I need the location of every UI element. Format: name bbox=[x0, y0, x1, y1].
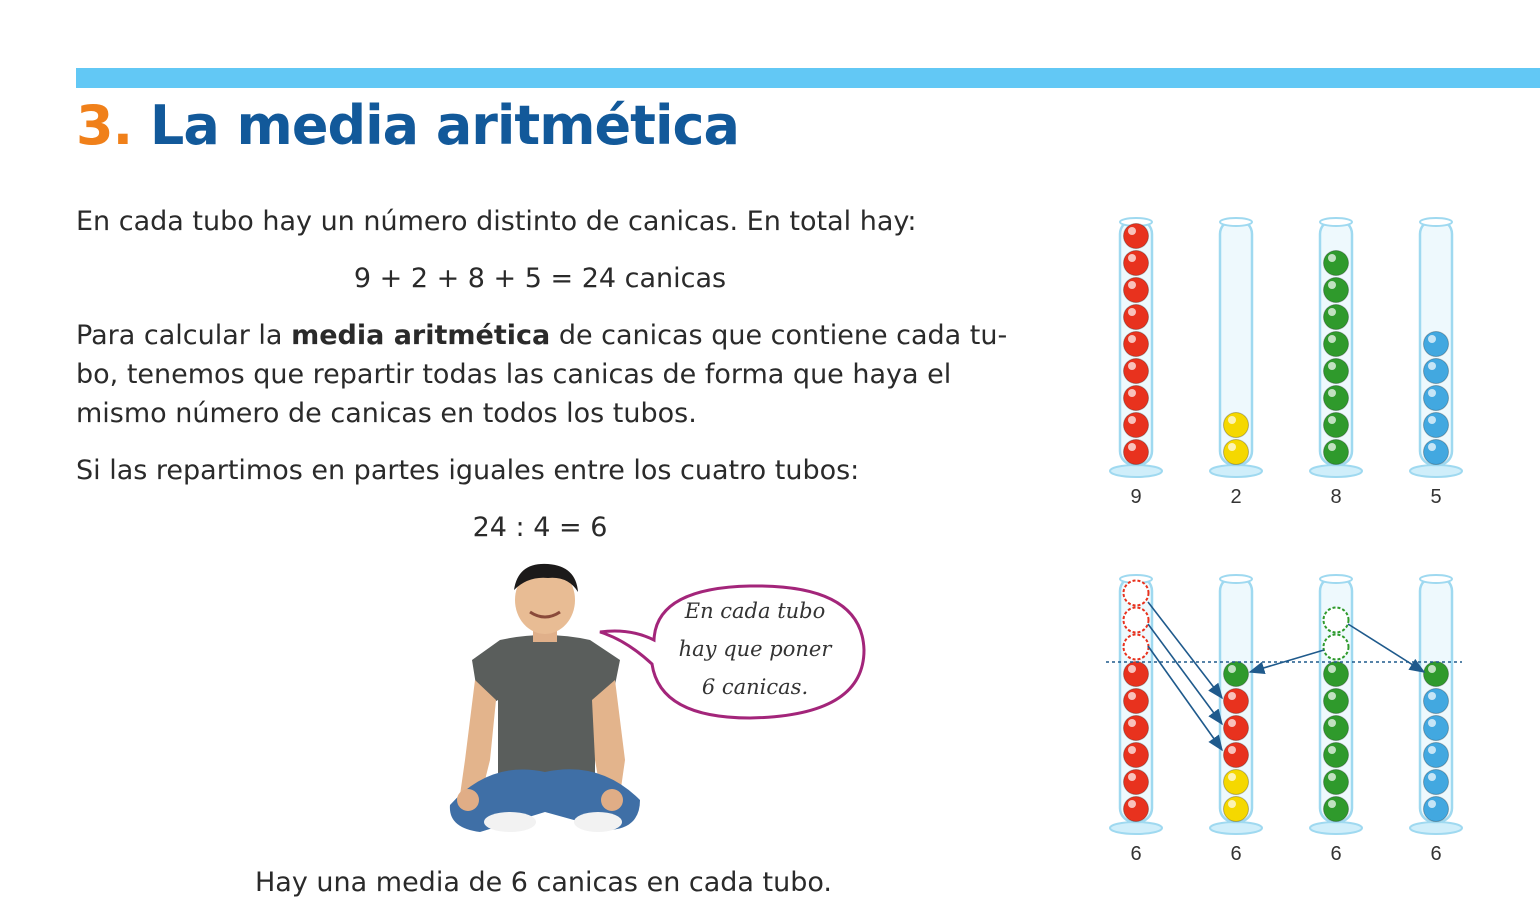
marble-highlight bbox=[1428, 719, 1436, 727]
tube-after-3 bbox=[1310, 575, 1362, 834]
red-marble bbox=[1124, 662, 1149, 687]
tubes-after bbox=[1110, 575, 1462, 865]
blue-marble bbox=[1424, 440, 1449, 465]
paragraph-line-1 bbox=[76, 316, 1007, 355]
marble-highlight bbox=[1428, 746, 1436, 754]
marble-highlight bbox=[1228, 773, 1236, 781]
marble-highlight bbox=[1128, 308, 1136, 316]
marble-highlight bbox=[1428, 443, 1436, 451]
marble-highlight bbox=[1428, 665, 1436, 673]
yellow-marble bbox=[1224, 440, 1249, 465]
marble-highlight bbox=[1328, 746, 1336, 754]
marble-highlight bbox=[1328, 443, 1336, 451]
removed-marble bbox=[1124, 608, 1149, 633]
marble-highlight bbox=[1228, 416, 1236, 424]
top-accent-bar bbox=[76, 68, 1540, 88]
yellow-marble bbox=[1224, 413, 1249, 438]
marble-highlight bbox=[1428, 773, 1436, 781]
paragraph-line-3: mismo número de canicas en todos los tubos. bbox=[76, 398, 697, 429]
tube-after-4 bbox=[1410, 575, 1462, 834]
marble-highlight bbox=[1128, 335, 1136, 343]
marble-highlight bbox=[1128, 227, 1136, 235]
intro-text: En cada tubo hay un número distinto de canicas. En total hay: bbox=[76, 206, 917, 237]
green-marble bbox=[1324, 716, 1349, 741]
marble-highlight bbox=[1428, 362, 1436, 370]
tube-count-label: 9 bbox=[1130, 486, 1142, 508]
red-marble bbox=[1124, 770, 1149, 795]
red-marble bbox=[1124, 440, 1149, 465]
blue-marble bbox=[1424, 797, 1449, 822]
marble-highlight bbox=[1228, 692, 1236, 700]
green-marble bbox=[1324, 359, 1349, 384]
marble-highlight bbox=[1128, 692, 1136, 700]
marble-highlight bbox=[1228, 719, 1236, 727]
marble-highlight bbox=[1128, 443, 1136, 451]
red-marble bbox=[1124, 413, 1149, 438]
marble-highlight bbox=[1428, 389, 1436, 397]
removed-marble bbox=[1324, 608, 1349, 633]
tube-before-4 bbox=[1410, 218, 1462, 477]
marble-highlight bbox=[1328, 416, 1336, 424]
marble-highlight bbox=[1128, 665, 1136, 673]
blue-marble bbox=[1424, 332, 1449, 357]
term-media-aritmetica: media aritmética bbox=[291, 320, 551, 351]
paragraph-line-1-pre: Para calcular la bbox=[76, 320, 292, 351]
marble-highlight bbox=[1328, 389, 1336, 397]
marble-highlight bbox=[1328, 254, 1336, 262]
marble-highlight bbox=[1128, 362, 1136, 370]
marble-highlight bbox=[1428, 416, 1436, 424]
tube-count-label: 6 bbox=[1430, 843, 1442, 865]
marble-highlight bbox=[1428, 335, 1436, 343]
marble-highlight bbox=[1328, 281, 1336, 289]
marble-highlight bbox=[1128, 254, 1136, 262]
green-marble bbox=[1324, 743, 1349, 768]
red-marble bbox=[1124, 689, 1149, 714]
tube-count-label: 6 bbox=[1330, 843, 1342, 865]
red-marble bbox=[1124, 797, 1149, 822]
marble-highlight bbox=[1128, 389, 1136, 397]
green-marble bbox=[1324, 386, 1349, 411]
tube-before-2 bbox=[1210, 218, 1262, 477]
tube-count-label: 6 bbox=[1130, 843, 1142, 865]
red-marble bbox=[1124, 716, 1149, 741]
red-marble bbox=[1124, 743, 1149, 768]
split-intro-text: Si las repartimos en partes iguales entre los cuatro tubos: bbox=[76, 455, 860, 486]
tube-after-1 bbox=[1110, 575, 1162, 834]
transfer-arrows bbox=[1148, 602, 1424, 750]
tubes-before bbox=[1110, 218, 1462, 508]
tube-count-label: 2 bbox=[1230, 486, 1242, 508]
removed-marble bbox=[1124, 635, 1149, 660]
yellow-marble bbox=[1224, 770, 1249, 795]
marble-highlight bbox=[1328, 308, 1336, 316]
tube-count-label: 8 bbox=[1330, 486, 1342, 508]
marble-highlight bbox=[1328, 800, 1336, 808]
marble-highlight bbox=[1128, 719, 1136, 727]
red-marble bbox=[1124, 386, 1149, 411]
removed-marble bbox=[1324, 635, 1349, 660]
green-marble bbox=[1324, 332, 1349, 357]
red-marble bbox=[1124, 224, 1149, 249]
green-marble bbox=[1324, 770, 1349, 795]
marbles-tubes-diagram bbox=[1090, 200, 1510, 880]
tube-before-1 bbox=[1110, 218, 1162, 477]
marble-highlight bbox=[1328, 335, 1336, 343]
marble-highlight bbox=[1328, 773, 1336, 781]
red-marble bbox=[1124, 305, 1149, 330]
red-marble bbox=[1124, 332, 1149, 357]
blue-marble bbox=[1424, 689, 1449, 714]
tube-count-label: 6 bbox=[1230, 843, 1242, 865]
bubble-line-3: 6 canicas. bbox=[701, 675, 809, 699]
red-marble bbox=[1124, 359, 1149, 384]
transfer-arrow bbox=[1348, 624, 1424, 672]
marble-highlight bbox=[1228, 746, 1236, 754]
marble-highlight bbox=[1328, 692, 1336, 700]
bubble-line-2: hay que poner bbox=[678, 637, 832, 661]
blue-marble bbox=[1424, 716, 1449, 741]
red-marble bbox=[1124, 278, 1149, 303]
green-marble bbox=[1324, 689, 1349, 714]
green-marble bbox=[1324, 662, 1349, 687]
green-marble bbox=[1324, 251, 1349, 276]
transfer-arrow bbox=[1250, 650, 1324, 672]
blue-marble bbox=[1424, 770, 1449, 795]
green-marble bbox=[1324, 797, 1349, 822]
green-marble bbox=[1324, 413, 1349, 438]
blue-marble bbox=[1424, 413, 1449, 438]
marble-highlight bbox=[1328, 665, 1336, 673]
marble-highlight bbox=[1228, 443, 1236, 451]
tube-after-2 bbox=[1210, 575, 1262, 834]
section-number: 3. bbox=[76, 94, 133, 157]
red-marble bbox=[1224, 743, 1249, 768]
marble-highlight bbox=[1128, 746, 1136, 754]
section-title bbox=[76, 88, 739, 164]
marble-highlight bbox=[1328, 719, 1336, 727]
green-marble bbox=[1424, 662, 1449, 687]
marble-highlight bbox=[1128, 773, 1136, 781]
paragraph-line-2: bo, tenemos que repartir todas las canicas de forma que haya el bbox=[76, 359, 952, 390]
removed-marble bbox=[1124, 581, 1149, 606]
division-equation: 24 : 4 = 6 bbox=[472, 512, 608, 543]
marble-highlight bbox=[1128, 281, 1136, 289]
green-marble bbox=[1224, 662, 1249, 687]
conclusion-text: Hay una media de 6 canicas en cada tubo. bbox=[255, 867, 833, 898]
marble-highlight bbox=[1128, 416, 1136, 424]
paragraph-line-1-post: de canicas que contiene cada tu- bbox=[550, 320, 1008, 351]
marble-highlight bbox=[1128, 800, 1136, 808]
marble-highlight bbox=[1428, 692, 1436, 700]
red-marble bbox=[1124, 251, 1149, 276]
green-marble bbox=[1324, 305, 1349, 330]
marble-highlight bbox=[1428, 800, 1436, 808]
marble-highlight bbox=[1228, 800, 1236, 808]
yellow-marble bbox=[1224, 797, 1249, 822]
bubble-line-1: En cada tubo bbox=[684, 599, 826, 623]
marble-highlight bbox=[1328, 362, 1336, 370]
blue-marble bbox=[1424, 386, 1449, 411]
red-marble bbox=[1224, 689, 1249, 714]
green-marble bbox=[1324, 278, 1349, 303]
transfer-arrow bbox=[1148, 624, 1222, 724]
sum-equation: 9 + 2 + 8 + 5 = 24 canicas bbox=[353, 263, 727, 294]
green-marble bbox=[1324, 440, 1349, 465]
tube-count-label: 5 bbox=[1430, 486, 1442, 508]
blue-marble bbox=[1424, 359, 1449, 384]
red-marble bbox=[1224, 716, 1249, 741]
section-title-text: La media aritmética bbox=[149, 94, 739, 157]
transfer-arrow bbox=[1148, 602, 1222, 698]
marble-highlight bbox=[1228, 665, 1236, 673]
blue-marble bbox=[1424, 743, 1449, 768]
tube-before-3 bbox=[1310, 218, 1362, 477]
